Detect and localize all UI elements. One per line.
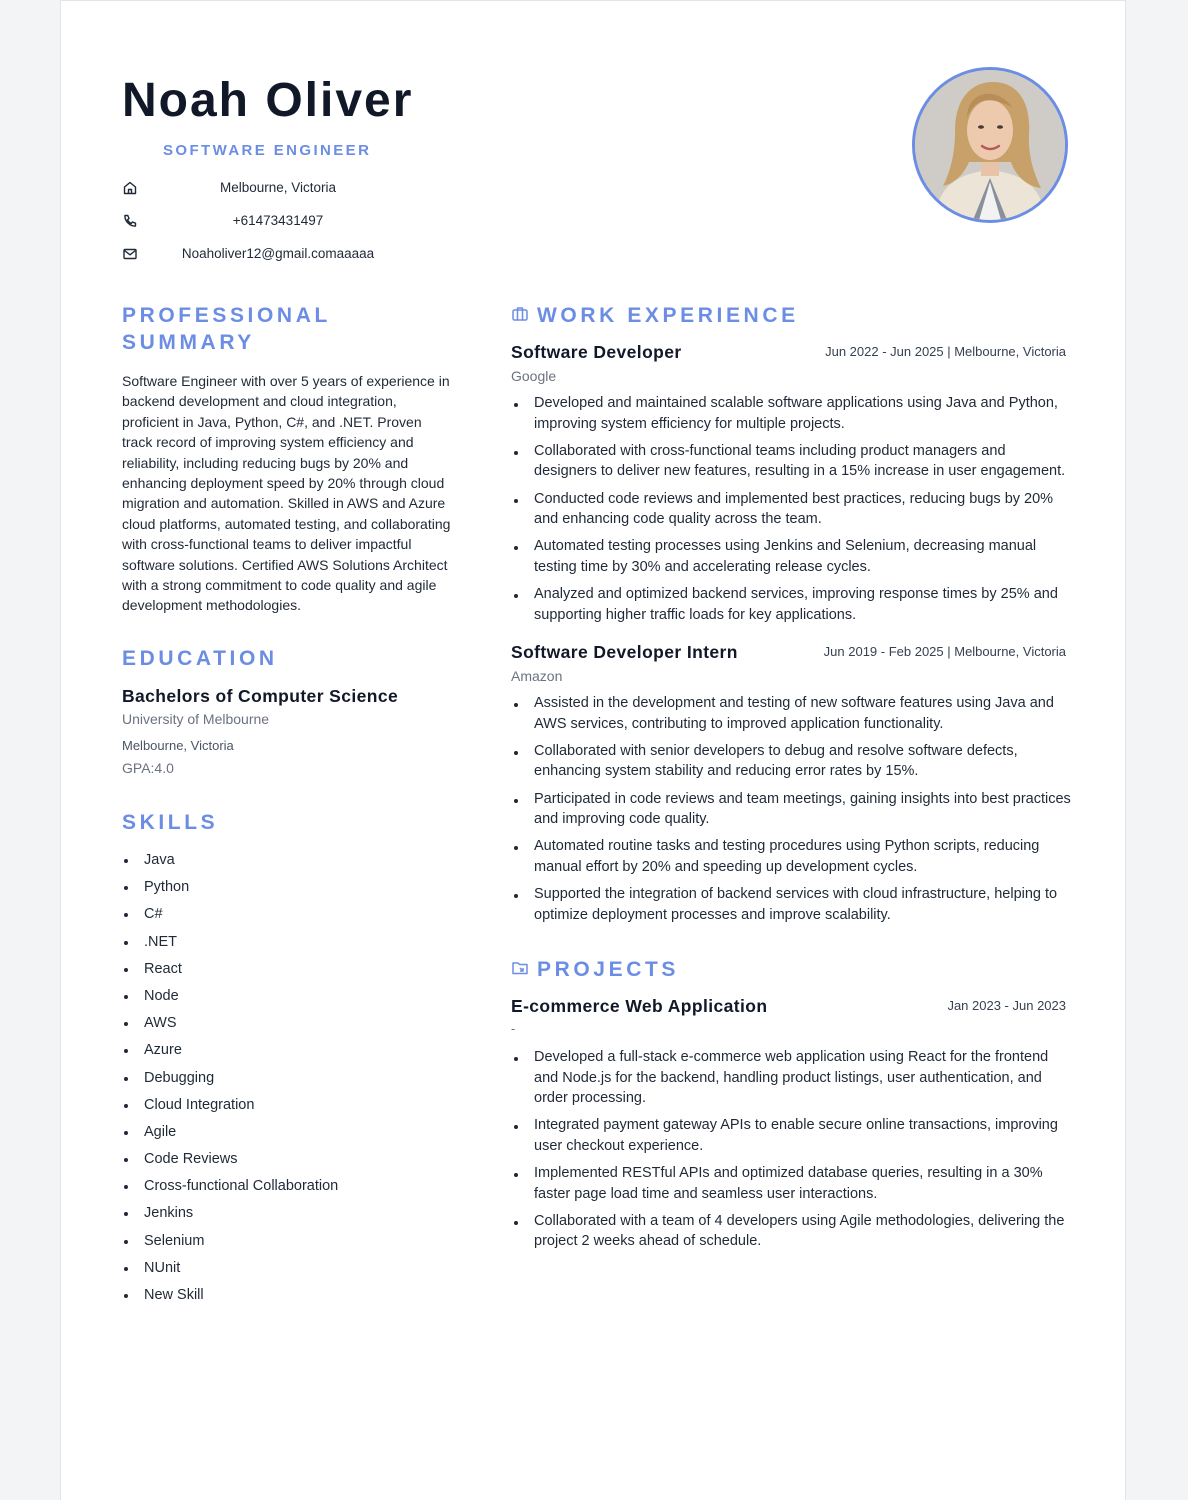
skill-item: Java [122,849,338,876]
job-1-bullet: Collaborated with cross-functional teams including product managers and designers to deliver new features, resulting in a 15% increase in user engagement. [511,441,1071,482]
education-location: Melbourne, Victoria [122,738,234,753]
job-1-bullet: Automated testing processes using Jenkins and Selenium, decreasing manual testing time by 30% and accelerating release cycles. [511,536,1071,577]
skill-item: NUnit [122,1257,338,1284]
job-2-bullet: Assisted in the development and testing of new software features using Java and AWS services, contributing to improved application functionality. [511,693,1071,734]
contact-email [122,244,442,266]
job-2-bullet: Supported the integration of backend services with cloud infrastructure, helping to optimize deployment processes and improve scalability. [511,884,1071,925]
job-2-title: Software Developer Intern [511,642,738,662]
education-school: University of Melbourne [122,711,270,727]
summary-heading [122,302,331,356]
skill-item: C# [122,903,338,930]
skill-item: Azure [122,1039,338,1066]
project-1-bullets [511,1047,1071,1259]
location-text: Melbourne, Victoria [219,180,337,195]
skill-item: Node [122,985,338,1012]
job-1-meta: Jun 2022 - Jun 2025 | Melbourne, Victoria [825,344,1066,359]
education-gpa: GPA:4.0 [122,760,174,776]
contact-location [122,178,442,200]
job-1-title: Software Developer [511,342,682,362]
job-2-bullet: Automated routine tasks and testing procedures using Python scripts, reducing manual effort by 20% and speeding up development cycles. [511,836,1071,877]
projects-heading-text: PROJECTS [537,958,679,981]
contact-phone [122,211,442,233]
profile-photo [912,67,1068,223]
project-1-bullet: Developed a full-stack e-commerce web application using React for the frontend and Node.js for the backend, handling product listings, user authentication, and order processing. [511,1047,1071,1109]
job-1-bullet: Conducted code reviews and implemented best practices, reducing bugs by 20% and enhancing code quality across the team. [511,489,1071,530]
job-2-bullet: Participated in code reviews and team meetings, gaining insights into best practices and improving code quality. [511,789,1071,830]
job-2-company: Amazon [511,668,563,684]
project-1-subtitle: - [511,1021,516,1036]
work-heading [511,302,799,329]
skill-item: Selenium [122,1230,338,1257]
skill-item: Cloud Integration [122,1094,338,1121]
skill-item: React [122,958,338,985]
summary-heading-line2: SUMMARY [122,331,255,354]
skill-item: Agile [122,1121,338,1148]
skill-item: AWS [122,1012,338,1039]
job-title-heading: SOFTWARE ENGINEER [163,142,372,159]
skills-list [122,849,338,1311]
job-2-bullet: Collaborated with senior developers to debug and resolve software defects, enhancing system stability and reducing error rates by 15%. [511,741,1071,782]
job-2-meta: Jun 2019 - Feb 2025 | Melbourne, Victoria [823,644,1066,659]
skill-item: New Skill [122,1284,338,1311]
skill-item: Debugging [122,1067,338,1094]
folder-icon [511,959,529,977]
education-heading: EDUCATION [122,647,278,670]
skill-item: Python [122,876,338,903]
job-2-bullets [511,693,1071,932]
job-1-bullets [511,393,1071,632]
summary-text: Software Engineer with over 5 years of experience in backend development and cloud integration, proficient in Java, Python, C#, and .NET. Proven track record of improving system efficiency and reliability, including reducing bugs by 20% and enhancing deployment speed by 20% through cloud migration and automation. Skilled in AWS and Azure cloud platforms, automated testing, and collaborating with cross-functional teams to deliver impactful software solutions. Certified AWS Solutions Architect with a strong commitment to code quality and agile development methodologies. [122,373,451,614]
project-1-bullet: Integrated payment gateway APIs to enable secure online transactions, improving user checkout experience. [511,1115,1071,1156]
skill-item: Code Reviews [122,1148,338,1175]
resume-page [60,0,1126,1500]
work-heading-text: WORK EXPERIENCE [537,304,799,327]
projects-heading [511,956,679,983]
person-name: Noah Oliver [122,74,414,127]
project-1-bullet: Collaborated with a team of 4 developers using Agile methodologies, delivering the project 2 weeks ahead of schedule. [511,1211,1071,1252]
job-1-bullet: Analyzed and optimized backend services, improving response times by 25% and supporting higher traffic loads for key applications. [511,584,1071,625]
project-1-title: E-commerce Web Application [511,996,768,1016]
skills-heading: SKILLS [122,811,219,834]
skill-item: Jenkins [122,1202,338,1229]
briefcase-icon [511,305,529,323]
job-1-company: Google [511,368,557,384]
project-1-meta: Jan 2023 - Jun 2023 [947,998,1066,1013]
job-1-bullet: Developed and maintained scalable software applications using Java and Python, improving system efficiency for multiple projects. [511,393,1071,434]
skill-item: Cross-functional Collaboration [122,1175,338,1202]
email-text: Noaholiver12@gmail.comaaaaa [181,246,375,261]
portrait-image [915,70,1065,220]
project-1-bullet: Implemented RESTful APIs and optimized database queries, resulting in a 30% faster page load time and seamless user interactions. [511,1163,1071,1204]
skill-item: .NET [122,931,338,958]
summary-heading-line1: PROFESSIONAL [122,304,331,327]
phone-text: +61473431497 [232,213,324,228]
education-degree: Bachelors of Computer Science [122,686,399,706]
